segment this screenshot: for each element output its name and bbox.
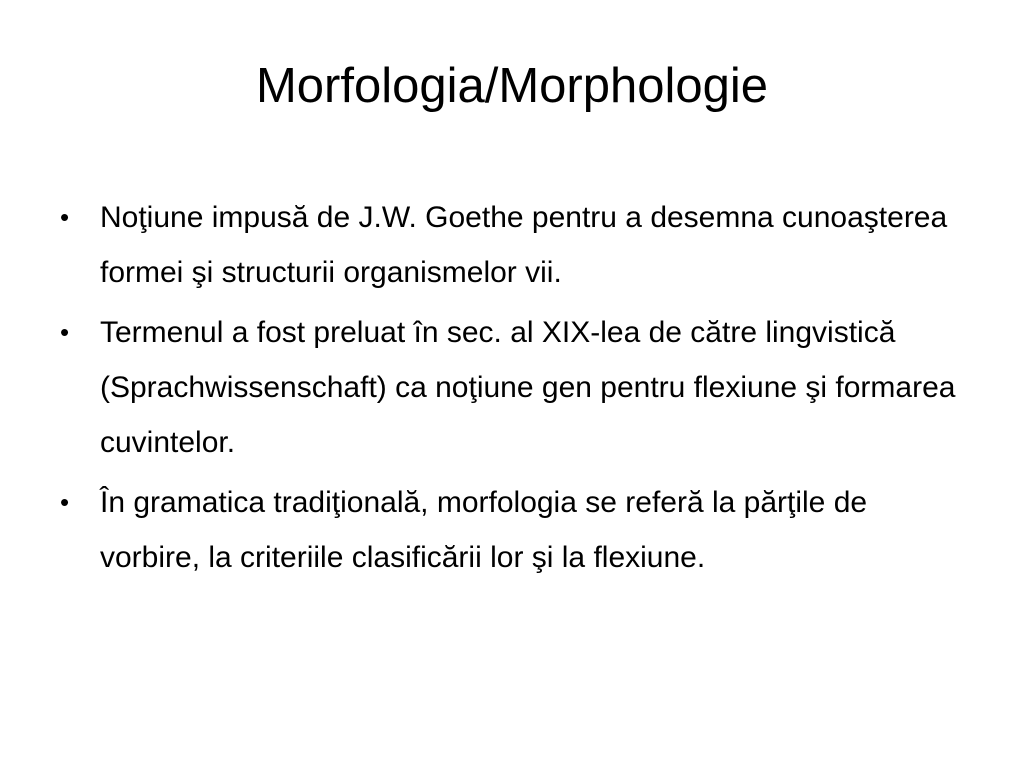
bullet-item [56, 190, 956, 300]
bullet-item [56, 305, 956, 470]
bullet-dot-icon: • [60, 202, 70, 232]
bullet-text: Noţiune impusă de J.W. Goethe pentru a desemna cunoaşterea formei şi structurii organismelor vii. [100, 201, 948, 289]
bullet-text: Termenul a fost preluat în sec. al XIX-lea de către lingvistică (Sprachwissenschaft) ca noţiune gen pentru flexiune şi formarea cuvintelor. [100, 316, 956, 459]
bullet-list [56, 190, 956, 590]
bullet-text: În gramatica tradiţională, morfologia se referă la părţile de vorbire, la criteriile clasificării lor şi la flexiune. [100, 486, 868, 574]
bullet-item [56, 475, 956, 585]
slide-title: Morfologia/Morphologie [255, 59, 769, 113]
bullet-dot-icon: • [60, 487, 70, 517]
bullet-dot-icon: • [60, 317, 70, 347]
